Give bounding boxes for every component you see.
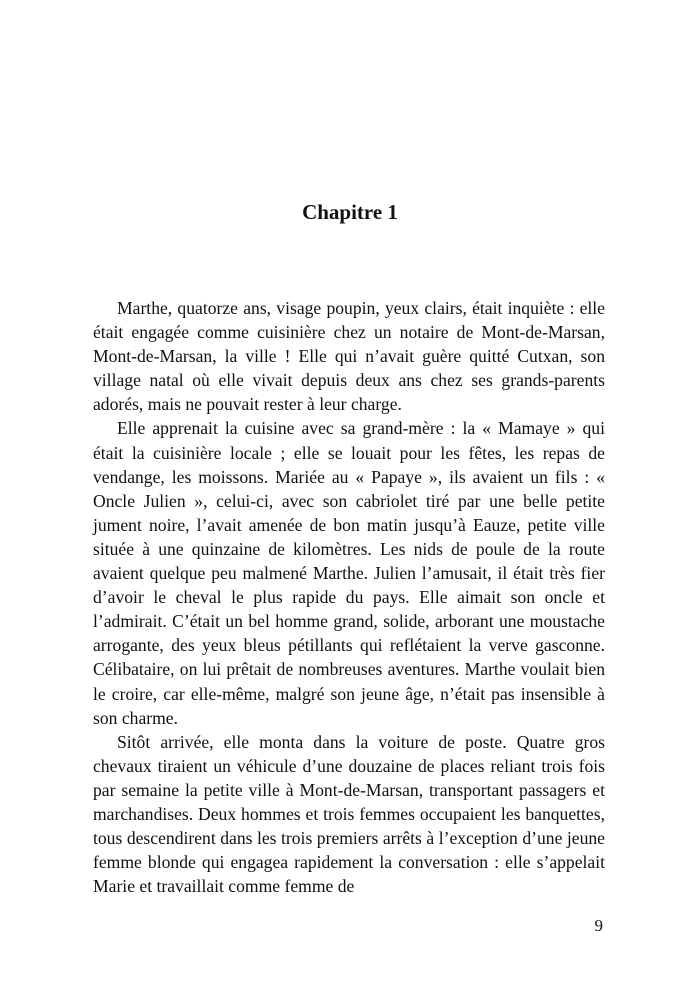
page-number: 9 <box>594 916 603 935</box>
chapter-title: Chapitre 1 <box>302 200 398 224</box>
paragraph: Marthe, quatorze ans, visage poupin, yeux clairs, était inquiète : elle était engagée comme cuisinière chez un notaire de Mont-de-Marsan, Mont-de-Marsan, la ville ! Elle qui n’avait guère quitté Cutxan, son village natal où elle vivait depuis deux ans chez ses grands-parents adorés, mais ne pouvait rester à leur charge. <box>93 298 605 415</box>
paragraph: Sitôt arrivée, elle monta dans la voiture de poste. Quatre gros chevaux tiraient un véhicule d’une douzaine de places reliant trois fois par semaine la petite ville à Mont-de-Marsan, transportant passagers et marchandises. Deux hommes et trois femmes occupaient les banquettes, tous descendirent dans les trois premiers arrêts à l’exception d’une jeune femme blonde qui engagea rapidement la conversation : elle s’appelait Marie et travaillait comme femme de <box>93 731 605 897</box>
paragraph: Elle apprenait la cuisine avec sa grand-mère : la « Mamaye » qui était la cuisinière locale ; elle se louait pour les fêtes, les repas de vendange, les moissons. Mariée au « Papaye », ils avaient un fils : « Oncle Julien », celui-ci, avec son cabriolet tiré par une belle petite jument noire, l’avait amenée de bon matin jusqu’à Eauze, petite ville située à une quinzaine de kilomètres. Les nids de poule de la route avaient quelque peu malmené Marthe. Julien l’amusait, il était très fier d’avoir le cheval le plus rapide du pays. Elle aimait son oncle et l’admirait. C’était un bel homme grand, solide, arborant une moustache arrogante, des yeux bleus pétillants qui reflétaient la verve gasconne. Célibataire, on lui prêtait de nombreuses aventures. Marthe voulait bien le croire, car elle-même, malgré son jeune âge, n’était pas insensible à son charme. <box>93 418 605 728</box>
body-text <box>93 296 605 898</box>
